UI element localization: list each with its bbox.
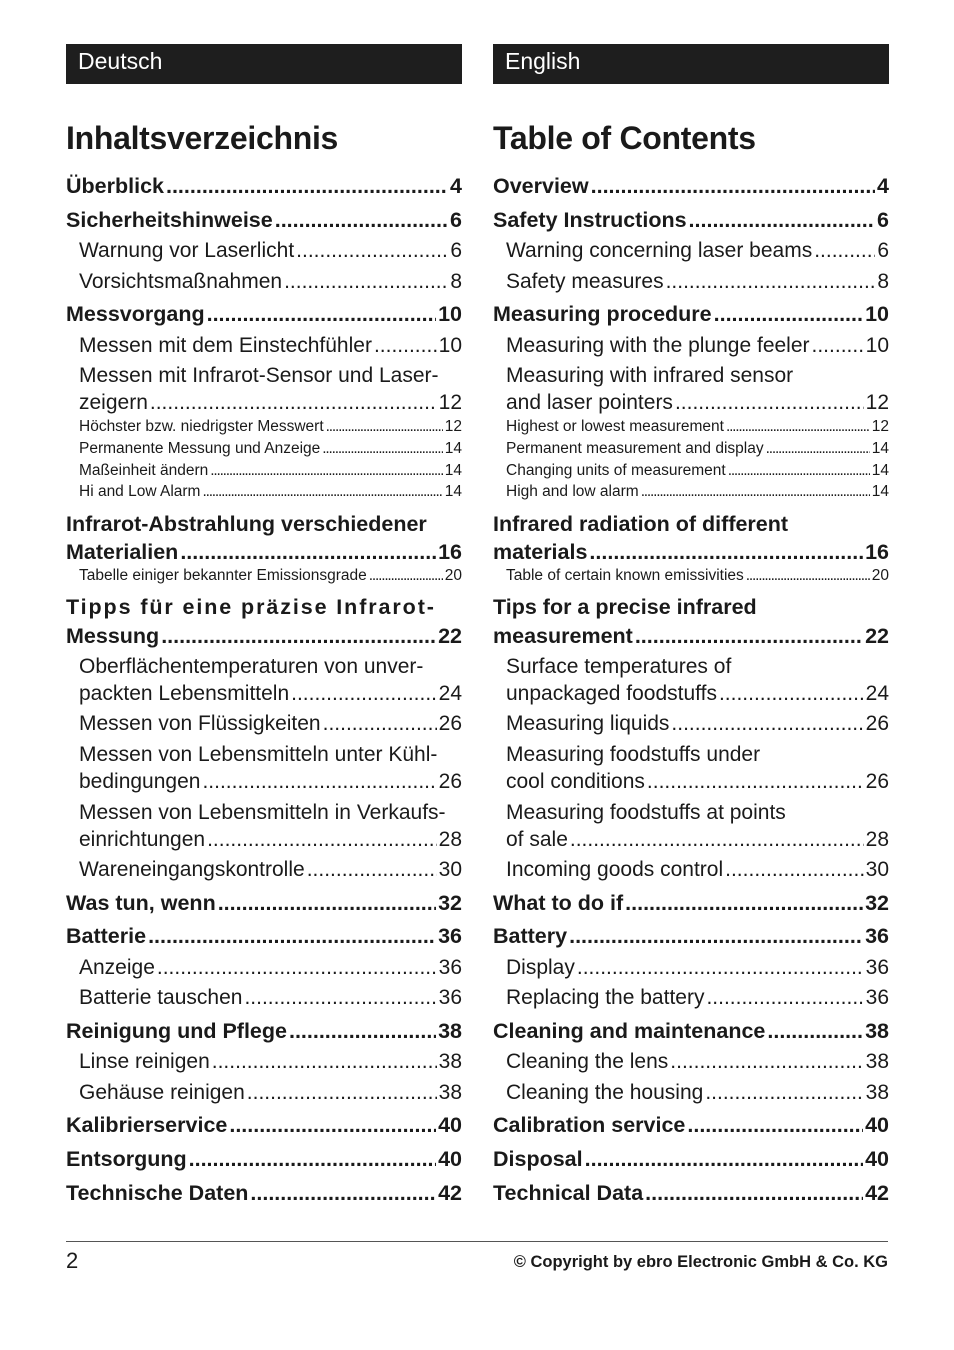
toc-entry-cleaning-housing[interactable]: Cleaning the housing ..... 38 <box>506 1081 889 1105</box>
toc-entry-points-of-sale-line1: Measuring foodstuffs at points <box>506 801 786 824</box>
toc-entry-battery[interactable]: Battery ..... 36 <box>493 924 889 949</box>
toc-entry-reinigung-pflege[interactable]: Reinigung und Pflege ..... 38 <box>66 1019 462 1044</box>
toc-entry-tipps-line1: Tipps für eine präzise Infrarot- <box>66 595 436 619</box>
toc-entry-hi-low-alarm[interactable]: Hi and Low Alarm ..... 14 <box>79 483 462 501</box>
toc-entry-tips-line1: Tips for a precise infrared <box>493 595 757 619</box>
toc-entry-calibration-service[interactable]: Calibration service ..... 40 <box>493 1113 889 1138</box>
toc-entry-messvorgang[interactable]: Messvorgang ..... 10 <box>66 302 462 327</box>
toc-entry-gehaeuse-reinigen[interactable]: Gehäuse reinigen ..... 38 <box>79 1081 462 1105</box>
toc-entry-oberflaechen-line1: Oberflächentemperaturen von unver- <box>79 655 424 678</box>
toc-entry-cleaning-maintenance[interactable]: Cleaning and maintenance ..... 38 <box>493 1019 889 1044</box>
toc-entry-infrarot-abstrahlung-line1: Infrarot-Abstrahlung verschiedener <box>66 512 427 536</box>
toc-entry-safety-instructions[interactable]: Safety Instructions ..... 6 <box>493 208 889 233</box>
toc-column-english <box>493 44 889 1205</box>
toc-entry-hoechster-messwert[interactable]: Höchster bzw. niedrigster Messwert ..... 12 <box>79 418 462 436</box>
toc-entry-infrarot-sensor-line1: Messen mit Infrarot-Sensor und Laser- <box>79 364 439 387</box>
toc-entry-surface-temperatures-line1: Surface temperatures of <box>506 655 732 678</box>
toc-entry-kuehlbedingungen[interactable]: bedingungen ..... 26 <box>79 770 462 794</box>
toc-entry-verkaufseinrichtungen[interactable]: einrichtungen ..... 28 <box>79 828 462 852</box>
toc-entry-batterie[interactable]: Batterie ..... 36 <box>66 924 462 949</box>
toc-entry-replacing-battery[interactable]: Replacing the battery ..... 36 <box>506 986 889 1010</box>
toc-entry-cool-conditions[interactable]: cool conditions ..... 26 <box>506 770 889 794</box>
toc-entry-incoming-goods[interactable]: Incoming goods control ..... 30 <box>506 858 889 882</box>
toc-entry-tips[interactable]: measurement ..... 22 <box>493 624 889 649</box>
toc-entry-overview[interactable]: Overview ..... 4 <box>493 174 889 199</box>
toc-entry-measuring-liquids[interactable]: Measuring liquids ..... 26 <box>506 712 889 736</box>
toc-entry-ueberblick[interactable]: Überblick ..... 4 <box>66 174 462 199</box>
toc-entry-measuring-procedure[interactable]: Measuring procedure ..... 10 <box>493 302 889 327</box>
toc-entry-cool-conditions-line1: Measuring foodstuffs under <box>506 743 761 766</box>
toc-entry-was-tun-wenn[interactable]: Was tun, wenn ..... 32 <box>66 891 462 916</box>
toc-entry-fluessigkeiten[interactable]: Messen von Flüssigkeiten ..... 26 <box>79 712 462 736</box>
toc-entry-kalibrierservice[interactable]: Kalibrierservice ..... 40 <box>66 1113 462 1138</box>
toc-entry-emissivities[interactable]: Table of certain known emissivities ..... 20 <box>506 567 889 585</box>
toc-column-deutsch <box>66 44 462 1205</box>
toc-entry-tipps[interactable]: Messung ..... 22 <box>66 624 462 649</box>
toc-entry-points-of-sale[interactable]: of sale ..... 28 <box>506 828 889 852</box>
toc-entry-warnung-laserlicht[interactable]: Warnung vor Laserlicht ..... 6 <box>79 239 462 263</box>
page-title-deutsch: Inhaltsverzeichnis <box>66 120 339 156</box>
toc-entry-cleaning-lens[interactable]: Cleaning the lens ..... 38 <box>506 1050 889 1074</box>
toc-entry-changing-units[interactable]: Changing units of measurement ..... 14 <box>506 462 889 480</box>
toc-entry-disposal[interactable]: Disposal ..... 40 <box>493 1147 889 1172</box>
toc-entry-plunge-feeler[interactable]: Measuring with the plunge feeler ..... 10 <box>506 334 889 358</box>
toc-entry-display[interactable]: Display ..... 36 <box>506 956 889 980</box>
toc-entry-infrarot-sensor[interactable]: zeigern ..... 12 <box>79 391 462 415</box>
toc-entry-sicherheitshinweise[interactable]: Sicherheitshinweise ..... 6 <box>66 208 462 233</box>
toc-entry-linse-reinigen[interactable]: Linse reinigen ..... 38 <box>79 1050 462 1074</box>
toc-entry-vorsichtsmassnahmen[interactable]: Vorsichtsmaßnahmen ..... 8 <box>79 270 462 294</box>
language-header-deutsch: Deutsch <box>66 44 462 84</box>
toc-entry-infrarot-abstrahlung[interactable]: Materialien ..... 16 <box>66 540 462 565</box>
page-number: 2 <box>66 1248 79 1273</box>
toc-entry-warning-laser[interactable]: Warning concerning laser beams ..... 6 <box>506 239 889 263</box>
toc-entry-masseinheit[interactable]: Maßeinheit ändern ..... 14 <box>79 462 462 480</box>
toc-entry-high-low-alarm[interactable]: High and low alarm ..... 14 <box>506 483 889 501</box>
toc-entry-permanente-messung[interactable]: Permanente Messung und Anzeige ..... 14 <box>79 440 462 458</box>
toc-entry-emissionsgrade[interactable]: Tabelle einiger bekannter Emissionsgrade ..... 20 <box>79 567 462 585</box>
toc-entry-wareneingangskontrolle[interactable]: Wareneingangskontrolle ..... 30 <box>79 858 462 882</box>
toc-entry-highest-lowest[interactable]: Highest or lowest measurement ..... 12 <box>506 418 889 436</box>
toc-entry-kuehlbedingungen-line1: Messen von Lebensmitteln unter Kühl- <box>79 743 438 766</box>
toc-entry-infrared-radiation[interactable]: materials ..... 16 <box>493 540 889 565</box>
toc-entry-safety-measures[interactable]: Safety measures ..... 8 <box>506 270 889 294</box>
toc-entry-infrared-sensor-line1: Measuring with infrared sensor <box>506 364 794 387</box>
toc-entry-oberflaechen[interactable]: packten Lebensmitteln ..... 24 <box>79 682 462 706</box>
toc-entry-what-to-do-if[interactable]: What to do if ..... 32 <box>493 891 889 916</box>
toc-entry-anzeige[interactable]: Anzeige ..... 36 <box>79 956 462 980</box>
toc-entry-infrared-radiation-line1: Infrared radiation of different <box>493 512 789 536</box>
page-title-english: Table of Contents <box>493 120 756 156</box>
toc-entry-permanent-measurement[interactable]: Permanent measurement and display ..... 14 <box>506 440 889 458</box>
toc-entry-technical-data[interactable]: Technical Data ..... 42 <box>493 1181 889 1206</box>
language-header-english: English <box>493 44 889 84</box>
footer-divider <box>66 1241 888 1242</box>
toc-entry-verkaufseinrichtungen-line1: Messen von Lebensmitteln in Verkaufs- <box>79 801 446 824</box>
toc-entry-entsorgung[interactable]: Entsorgung ..... 40 <box>66 1147 462 1172</box>
toc-entry-infrared-sensor[interactable]: and laser pointers ..... 12 <box>506 391 889 415</box>
copyright-notice: © Copyright by ebro Electronic GmbH & Co. KG <box>513 1253 888 1271</box>
toc-entry-einstechfuehler[interactable]: Messen mit dem Einstechfühler ..... 10 <box>79 334 462 358</box>
toc-entry-technische-daten[interactable]: Technische Daten ..... 42 <box>66 1181 462 1206</box>
toc-entry-batterie-tauschen[interactable]: Batterie tauschen ..... 36 <box>79 986 462 1010</box>
toc-entry-surface-temperatures[interactable]: unpackaged foodstuffs ..... 24 <box>506 682 889 706</box>
